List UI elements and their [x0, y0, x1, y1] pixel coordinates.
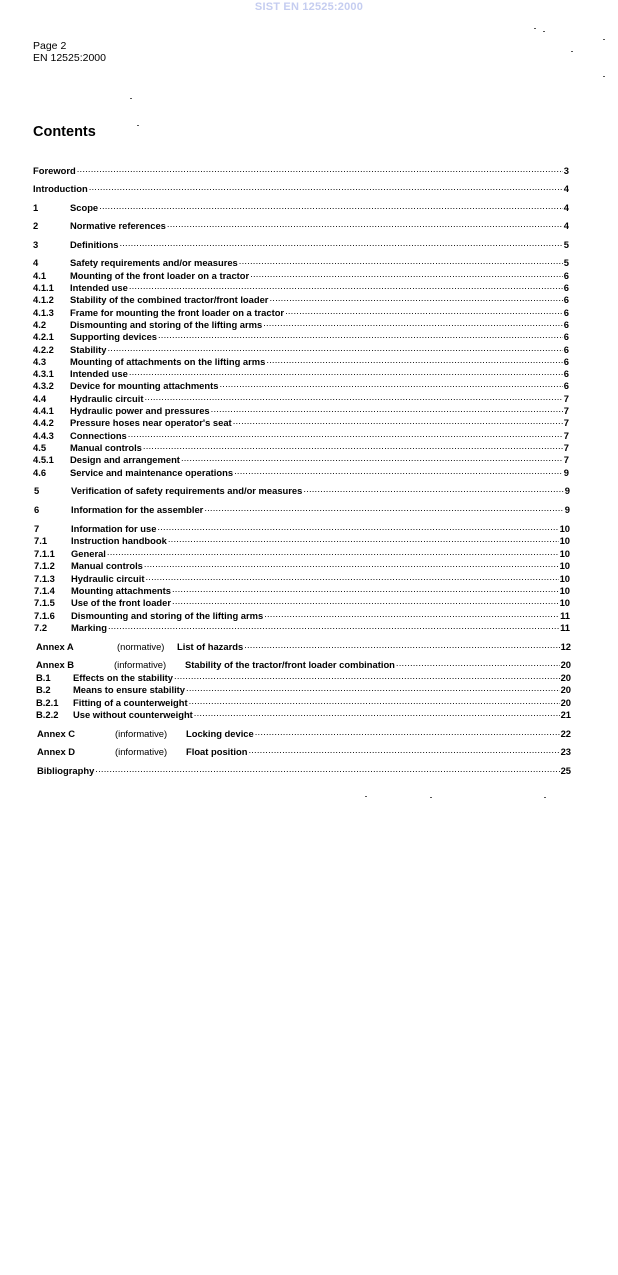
toc-title: Safety requirements and/or measures: [70, 257, 238, 268]
toc-entry[interactable]: [33, 257, 569, 268]
toc-entry[interactable]: [33, 220, 569, 231]
annex-type: (informative): [115, 746, 168, 757]
toc-entry[interactable]: [34, 504, 570, 515]
toc-title: Hydraulic circuit: [71, 573, 145, 584]
toc-entry[interactable]: [33, 202, 569, 213]
toc-number: 4.3.1: [33, 368, 54, 379]
toc-number: B.1: [36, 672, 51, 683]
toc-title: Verification of safety requirements and/or measures: [71, 485, 303, 496]
toc-number: 4.3.2: [33, 380, 54, 391]
toc-title: Introduction: [33, 183, 88, 194]
toc-page: 11: [560, 610, 570, 621]
toc-page: 6: [563, 356, 569, 367]
toc-number: 4.5.1: [33, 454, 54, 465]
scan-speck: [365, 796, 367, 797]
toc-page: 11: [560, 622, 570, 633]
annex-page: 12: [560, 641, 571, 652]
toc-title: Pressure hoses near operator's seat: [70, 417, 232, 428]
toc-number: 4.1: [33, 270, 47, 281]
toc-title: Dismounting and storing of the lifting arms: [70, 319, 263, 330]
toc-number: 4: [33, 257, 39, 268]
toc-title: Connections: [70, 430, 127, 441]
toc-title: Use without counterweight: [73, 709, 193, 720]
annex-type: (informative): [114, 659, 167, 670]
toc-number: 2: [33, 220, 39, 231]
toc-page: 3: [563, 165, 569, 176]
toc-title: Normative references: [70, 220, 166, 231]
toc-number: B.2: [36, 684, 51, 695]
page-number: Page 2: [33, 40, 67, 52]
annex-type: (normative): [117, 641, 165, 652]
toc-number: 4.3: [33, 356, 47, 367]
toc-entry[interactable]: [36, 684, 571, 695]
toc-entry[interactable]: [33, 331, 569, 342]
toc-number: 4.2.1: [33, 331, 54, 342]
standard-id: EN 12525:2000: [33, 52, 106, 64]
toc-page: 10: [559, 585, 570, 596]
toc-title: Definitions: [70, 239, 119, 250]
toc-number: 3: [33, 239, 39, 250]
toc-number: 7.1: [34, 535, 48, 546]
toc-title: Hydraulic power and pressures: [70, 405, 210, 416]
scan-speck: [137, 125, 139, 126]
toc-title: Intended use: [70, 368, 128, 379]
annex-entry[interactable]: [37, 728, 571, 739]
toc-page: 6: [563, 270, 569, 281]
toc-page: 7: [563, 442, 569, 453]
toc-page: 5: [563, 239, 569, 250]
toc-page: 6: [563, 294, 569, 305]
toc-title: Manual controls: [71, 560, 143, 571]
toc-title: Manual controls: [70, 442, 142, 453]
toc-title: Use of the front loader: [71, 597, 172, 608]
toc-number: 7: [34, 523, 40, 534]
toc-title: Device for mounting attachments: [70, 380, 219, 391]
toc-number: 7.1.1: [34, 548, 55, 559]
toc-number: 7.1.3: [34, 573, 55, 584]
toc-title: Foreword: [33, 165, 76, 176]
toc-title: Mounting attachments: [71, 585, 171, 596]
toc-number: 7.1.4: [34, 585, 55, 596]
toc-title: Mounting of the front loader on a tractor: [70, 270, 250, 281]
annex-label: Annex B: [36, 659, 75, 670]
toc-title: Information for use: [71, 523, 157, 534]
toc-page: 10: [559, 535, 570, 546]
toc-number: 4.2.2: [33, 344, 54, 355]
annex-label: Annex C: [37, 728, 76, 739]
toc-number: 5: [34, 485, 40, 496]
toc-title: Marking: [71, 622, 107, 633]
toc-number: 4.1.3: [33, 307, 54, 318]
toc-title: Effects on the stability: [73, 672, 174, 683]
toc-title: Stability: [70, 344, 107, 355]
scan-speck: [130, 98, 132, 99]
toc-page: 9: [564, 504, 570, 515]
toc-page: 4: [563, 183, 569, 194]
toc-title: Scope: [70, 202, 99, 213]
toc-title: Means to ensure stability: [73, 684, 186, 695]
toc-page: 10: [559, 548, 570, 559]
toc-number: B.2.1: [36, 697, 59, 708]
toc-page: 10: [559, 560, 570, 571]
toc-number: 4.4.2: [33, 417, 54, 428]
scan-speck: [543, 31, 545, 32]
annex-page: 22: [560, 728, 571, 739]
toc-page: 10: [559, 597, 570, 608]
toc-entry[interactable]: [33, 380, 569, 391]
annex-page: 23: [560, 746, 571, 757]
toc-entry[interactable]: [33, 417, 569, 428]
toc-page: 20: [560, 684, 571, 695]
toc-title: Supporting devices: [70, 331, 157, 342]
annex-entry[interactable]: [36, 641, 571, 652]
toc-page: 6: [563, 282, 569, 293]
toc-number: 7.2: [34, 622, 48, 633]
toc-page: 25: [560, 765, 571, 776]
toc-entry[interactable]: [33, 239, 569, 250]
toc-page: 5: [563, 257, 569, 268]
toc-page: 10: [559, 523, 570, 534]
toc-page: 6: [563, 344, 569, 355]
annex-title: Stability of the tractor/front loader combination: [185, 659, 395, 670]
toc-entry[interactable]: [33, 183, 569, 194]
page-header: [33, 40, 106, 64]
toc-page: 7: [563, 454, 569, 465]
annex-title: Float position: [186, 746, 248, 757]
toc-number: 6: [34, 504, 40, 515]
scan-speck: [571, 51, 573, 52]
toc-title: Stability of the combined tractor/front loader: [70, 294, 269, 305]
toc-page: 21: [560, 709, 571, 720]
toc-number: B.2.2: [36, 709, 59, 720]
toc-page: 6: [563, 331, 569, 342]
toc-number: 1: [33, 202, 39, 213]
toc-number: 7.1.6: [34, 610, 55, 621]
scan-speck: [603, 39, 605, 40]
toc-page: 9: [563, 467, 569, 478]
toc-title: General: [71, 548, 106, 559]
toc-entry[interactable]: [33, 454, 569, 465]
toc-entry[interactable]: [37, 765, 571, 776]
toc-title: Intended use: [70, 282, 128, 293]
toc-page: 7: [563, 393, 569, 404]
toc-entry[interactable]: [36, 709, 571, 720]
toc-number: 4.6: [33, 467, 47, 478]
toc-number: 4.2: [33, 319, 47, 330]
toc-page: 10: [559, 573, 570, 584]
toc-title: Information for the assembler: [71, 504, 204, 515]
toc-page: 20: [560, 697, 571, 708]
scan-speck: [544, 797, 546, 798]
scan-speck: [430, 797, 432, 798]
toc-entry[interactable]: [34, 622, 570, 633]
annex-label: Annex A: [36, 641, 74, 652]
toc-title: Dismounting and storing of the lifting arms: [71, 610, 264, 621]
toc-number: 4.1.1: [33, 282, 54, 293]
toc-number: 4.1.2: [33, 294, 54, 305]
toc-entry[interactable]: [34, 597, 570, 608]
toc-title: Design and arrangement: [70, 454, 180, 465]
toc-title: Mounting of attachments on the lifting arms: [70, 356, 266, 367]
annex-label: Annex D: [37, 746, 76, 757]
toc-title: Fitting of a counterweight: [73, 697, 188, 708]
toc-title: Service and maintenance operations: [70, 467, 234, 478]
toc-page: 7: [563, 430, 569, 441]
toc-number: 7.1.5: [34, 597, 55, 608]
annex-page: 20: [560, 659, 571, 670]
toc-entry[interactable]: [33, 165, 569, 176]
toc-entry[interactable]: [33, 294, 569, 305]
toc-page: 6: [563, 307, 569, 318]
toc-page: 6: [563, 368, 569, 379]
toc-title: Instruction handbook: [71, 535, 167, 546]
toc-page: 4: [563, 220, 569, 231]
scan-speck: [534, 28, 536, 29]
scan-speck: [603, 76, 605, 77]
watermark: SIST EN 12525:2000: [254, 1, 364, 13]
contents-title: Contents: [33, 124, 96, 140]
toc-title: Bibliography: [37, 765, 95, 776]
toc-page: 6: [563, 380, 569, 391]
toc-page: 7: [563, 405, 569, 416]
toc-number: 4.4.3: [33, 430, 54, 441]
annex-type: (informative): [115, 728, 168, 739]
toc-number: 4.4.1: [33, 405, 54, 416]
toc-page: 6: [563, 319, 569, 330]
toc-entry[interactable]: [34, 485, 570, 496]
toc-entry[interactable]: [33, 467, 569, 478]
toc-page: 20: [560, 672, 571, 683]
annex-title: List of hazards: [177, 641, 244, 652]
toc-page: 9: [564, 485, 570, 496]
annex-entry[interactable]: [37, 746, 571, 757]
toc-page: 7: [563, 417, 569, 428]
toc-title: Frame for mounting the front loader on a tractor: [70, 307, 285, 318]
toc-title: Hydraulic circuit: [70, 393, 144, 404]
toc-number: 4.5: [33, 442, 47, 453]
annex-title: Locking device: [186, 728, 254, 739]
toc-number: 7.1.2: [34, 560, 55, 571]
toc-number: 4.4: [33, 393, 47, 404]
toc-entry[interactable]: [34, 560, 570, 571]
annex-entry[interactable]: [36, 659, 571, 670]
toc-page: 4: [563, 202, 569, 213]
toc-entry[interactable]: [34, 535, 570, 546]
